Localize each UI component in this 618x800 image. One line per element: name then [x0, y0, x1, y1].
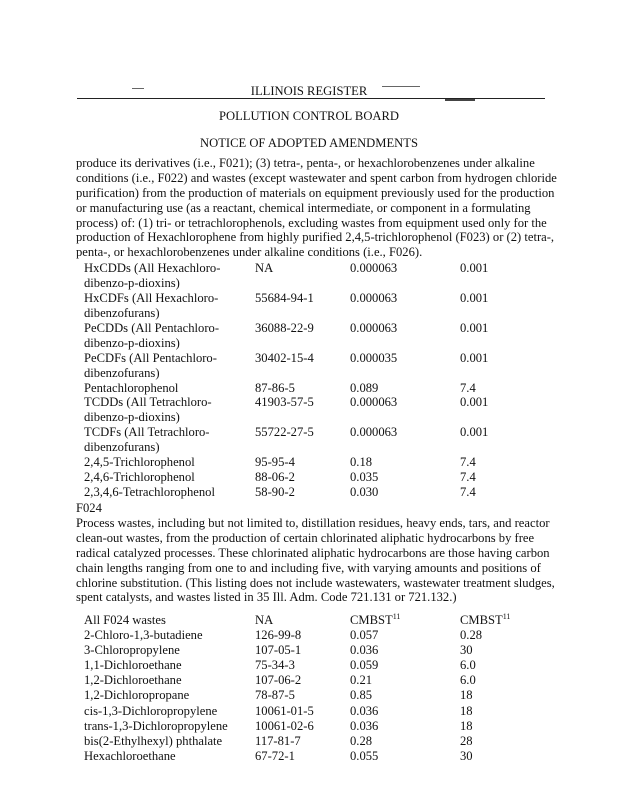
standard-value: 18: [460, 703, 473, 718]
nonwastewater-standard: [460, 643, 473, 658]
wastewater-standard: 0.030: [350, 485, 379, 500]
footnote-ref: 11: [392, 612, 401, 621]
cas-number: 30402-15-4: [255, 350, 314, 365]
footnote-ref: 11: [502, 612, 511, 621]
wastewater-standard: [350, 613, 400, 628]
paragraph-intro: [76, 156, 557, 260]
constituent-name: dibenzo-p-dioxins): [84, 275, 180, 290]
wastewater-standard: 0.035: [350, 470, 379, 485]
notice-title: NOTICE OF ADOPTED AMENDMENTS: [200, 136, 418, 150]
standard-value: 0.059: [350, 658, 379, 673]
standard-value: 0.21: [350, 673, 373, 688]
nonwastewater-standard: [460, 673, 476, 688]
wastewater-standard: [350, 658, 378, 673]
cas-number: 58-90-2: [255, 485, 295, 500]
nonwastewater-standard: [460, 628, 482, 643]
wastewater-standard: [350, 643, 378, 658]
cas-number: 55722-27-5: [255, 425, 314, 440]
nonwastewater-standard: 0.001: [460, 395, 489, 410]
nonwastewater-standard: 0.001: [460, 261, 489, 275]
cas-number: NA: [255, 613, 274, 627]
standard-value: 0.057: [350, 628, 379, 643]
constituent-name: trans-1,3-Dichloropropylene: [84, 718, 228, 733]
constituent-name: 1,2-Dichloropropane: [84, 688, 190, 703]
standard-value: 30: [460, 643, 473, 658]
wastewater-standard: 0.000063: [350, 290, 398, 305]
constituent-name: 1,2-Dichloroethane: [84, 673, 182, 688]
nonwastewater-standard: 7.4: [460, 455, 476, 470]
nonwastewater-standard: 0.001: [460, 320, 489, 335]
standard-value: 0.036: [350, 643, 379, 658]
standard-value: 0.036: [350, 703, 379, 718]
cas-number: 87-86-5: [255, 380, 295, 395]
wastewater-standard: [350, 628, 378, 643]
constituent-name: Pentachlorophenol: [84, 380, 179, 395]
paragraph-line: spent catalysts, and wastes listed in 35 Ill. Adm. Code 721.131 or 721.132.): [76, 590, 457, 605]
cas-number: 41903-57-5: [255, 395, 314, 410]
nonwastewater-standard: 0.001: [460, 290, 489, 305]
nonwastewater-standard: 0.001: [460, 425, 489, 440]
standard-value: CMBST: [460, 613, 503, 627]
board-title: POLLUTION CONTROL BOARD: [218, 109, 400, 123]
cas-number: 107-05-1: [255, 643, 302, 658]
constituent-name: 2,3,4,6-Tetrachlorophenol: [84, 485, 215, 500]
cas-number: 10061-01-5: [255, 703, 314, 718]
paragraph-line: radical catalyzed processes. These chlorinated aliphatic hydrocarbons are those having carbon: [76, 545, 550, 560]
paragraph-line: chain lengths ranging from one to and including five, with varying amounts and positions of: [76, 560, 541, 575]
nonwastewater-standard: 7.4: [460, 380, 476, 395]
standard-value: 18: [460, 718, 473, 733]
constituent-name: dibenzo-p-dioxins): [84, 335, 180, 350]
standard-value: 6.0: [460, 658, 476, 673]
standard-value: 0.28: [460, 628, 483, 643]
nonwastewater-standard: 0.001: [460, 350, 489, 365]
constituent-name: HxCDFs (All Hexachloro-: [84, 290, 219, 305]
wastewater-standard: [350, 719, 378, 734]
paragraph-line: Process wastes, including but not limited to, distillation residues, heavy ends, tars, and reactor: [76, 516, 550, 530]
cas-number: NA: [255, 261, 274, 275]
wastewater-standard: [350, 688, 372, 703]
paragraph-line: conditions (i.e., F022) and wastes (except wastewater and spent carbon from hydrogen chloride: [76, 170, 557, 185]
nonwastewater-standard: [460, 613, 510, 628]
constituent-name: HxCDDs (All Hexachloro-: [84, 261, 221, 275]
nonwastewater-standard: [460, 704, 473, 719]
cas-number: 67-72-1: [255, 748, 295, 763]
header-mark: [445, 99, 475, 101]
wastewater-standard: [350, 704, 378, 719]
constituent-name: PeCDFs (All Pentachloro-: [84, 350, 217, 365]
constituent-name: 2,4,6-Trichlorophenol: [84, 470, 195, 485]
nonwastewater-standard: 7.4: [460, 470, 476, 485]
wastewater-standard: 0.089: [350, 380, 379, 395]
wastewater-standard: 0.000063: [350, 261, 398, 275]
paragraph-line: chlorine substitution. (This listing does not include wastewaters, wastewater treatment sludges,: [76, 575, 555, 590]
wastewater-standard: 0.18: [350, 455, 373, 470]
wastewater-standard: 0.000063: [350, 425, 398, 440]
register-header: ILLINOIS REGISTER: [250, 84, 368, 98]
paragraph-line: or manufacturing use (as a reactant, chemical intermediate, or component in a formulating: [76, 200, 531, 215]
wastewater-standard: [350, 749, 378, 764]
constituent-name: dibenzo-p-dioxins): [84, 410, 180, 425]
constituent-name: dibenzofurans): [84, 440, 160, 455]
constituent-name: TCDDs (All Tetrachloro-: [84, 395, 212, 410]
cas-number: 75-34-3: [255, 658, 295, 673]
paragraph-line: penta-, or hexachlorobenzenes under alkaline conditions (i.e., F026).: [76, 245, 423, 260]
standard-value: 6.0: [460, 673, 476, 688]
cas-number: 117-81-7: [255, 733, 301, 748]
standard-value: 28: [460, 733, 473, 748]
standard-value: 0.85: [350, 688, 373, 703]
paragraph-line: process) of: (1) tri- or tetrachlorophenols, excluding wastes from equipment used only for the: [76, 215, 547, 230]
wastewater-standard: 0.000063: [350, 320, 398, 335]
paragraph-line: clean-out wastes, from the production of certain chlorinated aliphatic hydrocarbons by free: [76, 530, 535, 545]
nonwastewater-standard: [460, 658, 476, 673]
wastewater-standard: 0.000035: [350, 350, 398, 365]
nonwastewater-standard: [460, 734, 473, 749]
constituent-name: bis(2-Ethylhexyl) phthalate: [84, 733, 223, 748]
nonwastewater-standard: 7.4: [460, 485, 476, 500]
cas-number: 36088-22-9: [255, 320, 314, 335]
standard-value: 30: [460, 748, 473, 763]
constituent-name: Hexachloroethane: [84, 748, 176, 763]
cas-number: 55684-94-1: [255, 290, 314, 305]
constituent-name: dibenzofurans): [84, 305, 160, 320]
cas-number: 10061-02-6: [255, 718, 314, 733]
standard-value: CMBST: [350, 613, 393, 627]
wastewater-standard: 0.000063: [350, 395, 398, 410]
standard-value: 0.036: [350, 718, 379, 733]
constituent-name: All F024 wastes: [84, 613, 166, 627]
nonwastewater-standard: [460, 749, 473, 764]
constituent-name: PeCDDs (All Pentachloro-: [84, 320, 220, 335]
constituent-name: cis-1,3-Dichloropropylene: [84, 703, 218, 718]
cas-number: 78-87-5: [255, 688, 295, 703]
nonwastewater-standard: [460, 688, 473, 703]
constituent-name: 3-Chloropropylene: [84, 643, 180, 658]
paragraph-f024: [76, 516, 555, 605]
constituent-name: 2,4,5-Trichlorophenol: [84, 455, 195, 470]
cas-number: 107-06-2: [255, 673, 302, 688]
wastewater-standard: [350, 734, 372, 749]
cas-number: 88-06-2: [255, 470, 295, 485]
constituent-name: 1,1-Dichloroethane: [84, 658, 182, 673]
cas-number: 95-95-4: [255, 455, 295, 470]
constituent-name: TCDFs (All Tetrachloro-: [84, 425, 210, 440]
constituent-name: 2-Chloro-1,3-butadiene: [84, 628, 203, 643]
wastewater-standard: [350, 673, 372, 688]
cas-number: 126-99-8: [255, 628, 302, 643]
constituent-name: dibenzofurans): [84, 365, 160, 380]
paragraph-line: purification) from the production of materials on equipment previously used for the production: [76, 185, 555, 200]
standard-value: 18: [460, 688, 473, 703]
paragraph-line: production of Hexachlorophene from highly purified 2,4,5-trichlorophenol (F023) or (2) tetra-,: [76, 230, 555, 245]
paragraph-line: produce its derivatives (i.e., F021); (3) tetra-, penta-, or hexachlorobenzenes under alkaline: [76, 156, 535, 170]
nonwastewater-standard: [460, 719, 473, 734]
standard-value: 0.055: [350, 748, 379, 763]
standard-value: 0.28: [350, 733, 373, 748]
waste-code-f024: F024: [76, 501, 102, 515]
